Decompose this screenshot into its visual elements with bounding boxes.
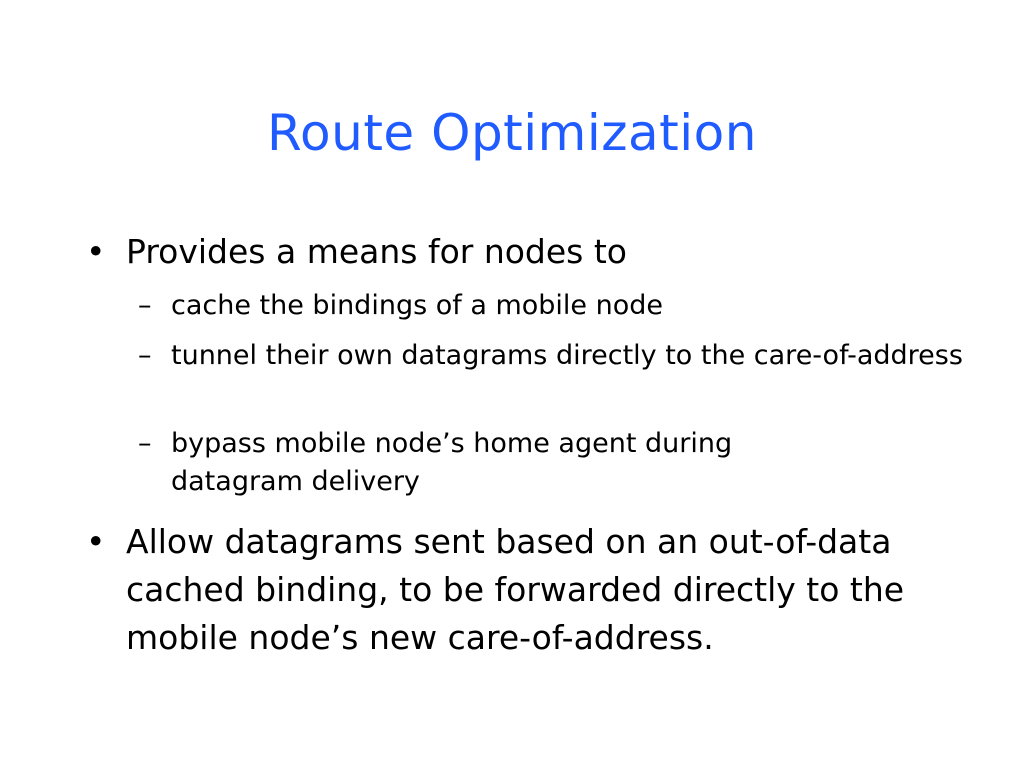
bullet-marker: • [86, 232, 106, 271]
bullet-marker: • [86, 522, 106, 561]
subbullet-marker: – [138, 340, 152, 371]
subbullet-text-2: tunnel their own datagrams directly to the care-of-address [171, 340, 963, 371]
subbullet-marker: – [138, 428, 152, 459]
subbullet-text-3: bypass mobile node’s home agent during datagram delivery [171, 428, 733, 497]
bullet-text-2: Allow datagrams sent based on an out-of-data cached binding, to be forwarded directly to the mobile node’s new care-of-address. [126, 522, 905, 657]
slide-title: Route Optimization [267, 104, 757, 162]
subbullet-text-1: cache the bindings of a mobile node [171, 290, 663, 321]
bullet-text-1: Provides a means for nodes to [126, 232, 627, 271]
subbullet-marker: – [138, 290, 152, 321]
